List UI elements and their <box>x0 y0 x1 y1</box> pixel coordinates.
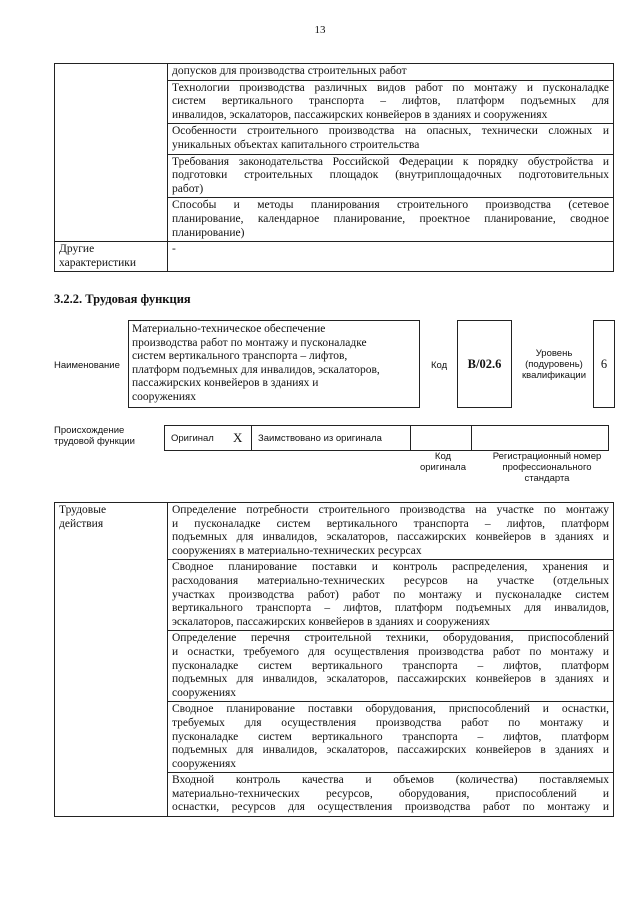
code-label: Код <box>431 360 448 371</box>
function-code: B/02.6 <box>457 320 512 408</box>
knowledge-item: допусков для производства строительных работ <box>168 64 614 81</box>
other-characteristics-value: - <box>168 242 614 272</box>
other-characteristics-label: Другие характеристики <box>55 242 168 272</box>
origin-table <box>164 425 609 451</box>
labor-actions-label: Трудовые действия <box>55 503 168 817</box>
labor-action-item: Сводное планирование поставки оборудования, приспособлений и оснастки, требуемых для осуществления производства работ по монтажу и пусконаладке систем вертикального транспорта – лифтов, платформ подъемных для инвалидов, эскалаторов, пассажирских конвейеров в зданиях и сооружениях <box>168 702 614 773</box>
knowledge-label-cell <box>55 64 168 242</box>
labor-action-item: Определение потребности строительного производства на участке по монтажу и пусконаладке систем вертикального транспорта – лифтов, платформ подъемных для инвалидов, эскалаторов, пассажирских конвейеров в зданиях и сооружениях в материально-технических ресурсах <box>168 503 614 560</box>
labor-action-item: Сводное планирование поставки и контроль распределения, хранения и расходования материально-технических ресурсов на участке (отдельных участках производства работ) работ по монтажу и пусконаладке систем вертикального транспорта – лифтов, платформ подъемных для инвалидов, эскалаторов, пассажирских конвейеров в зданиях и сооружениях <box>168 560 614 631</box>
labor-action-item: Определение перечня строительной техники, оборудования, приспособлений и оснастки, требуемого для осуществления производства работ по монтажу и пусконаладке систем вертикального транспорта – лифтов, платформ подъемных для инвалидов, эскалаторов, пассажирских конвейеров в зданиях и сооружениях <box>168 631 614 702</box>
borrowed-label: Заимствовано из оригинала <box>252 426 411 451</box>
original-label: Оригинал <box>165 426 228 451</box>
original-code-cell <box>411 426 472 451</box>
section-heading: 3.2.2. Трудовая функция <box>54 292 191 306</box>
page-number: 13 <box>314 24 326 36</box>
knowledge-item: Требования законодательства Российской Федерации к порядку обустройства и подготовки строительных площадок (внутриплощадочных подготовительных работ) <box>168 154 614 198</box>
knowledge-item: Особенности строительного производства на опасных, технически сложных и уникальных объектах капитального строительства <box>168 124 614 154</box>
name-label: Наименование <box>54 360 120 371</box>
function-name-box: Материально-техническое обеспечение производства работ по монтажу и пусконаладке систем вертикального транспорта – лифтов, платформ подъемных для инвалидов, эскалаторов, пассажирских конвейеров в зданиях и сооружениях <box>128 320 420 408</box>
original-mark: X <box>227 426 252 451</box>
knowledge-item: Технологии производства различных видов работ по монтажу и пусконаладке систем вертикального транспорта – лифтов, платформ подъемных для инвалидов, эскалаторов, пассажирских конвейеров в зданиях и сооружениях <box>168 80 614 124</box>
origin-label: Происхождение трудовой функции <box>54 425 135 447</box>
original-code-caption: Код оригинала <box>419 451 466 473</box>
labor-action-item: Входной контроль качества и объемов (количества) поставляемых материально-технических ресурсов, оборудования, приспособлений и оснастки, ресурсов для осуществления производства работ по монтажу и <box>168 773 614 817</box>
knowledge-table <box>54 63 614 272</box>
qualification-level: 6 <box>593 320 615 408</box>
registration-number-cell <box>472 426 609 451</box>
registration-number-caption: Регистрационный номер профессионального стандарта <box>492 451 602 484</box>
knowledge-item: Способы и методы планирования строительного производства (сетевое планирование, календарное планирование, проектное планирование, сводное планирование) <box>168 198 614 242</box>
level-label: Уровень (подуровень) квалификации <box>521 348 587 381</box>
labor-actions-table <box>54 502 614 817</box>
